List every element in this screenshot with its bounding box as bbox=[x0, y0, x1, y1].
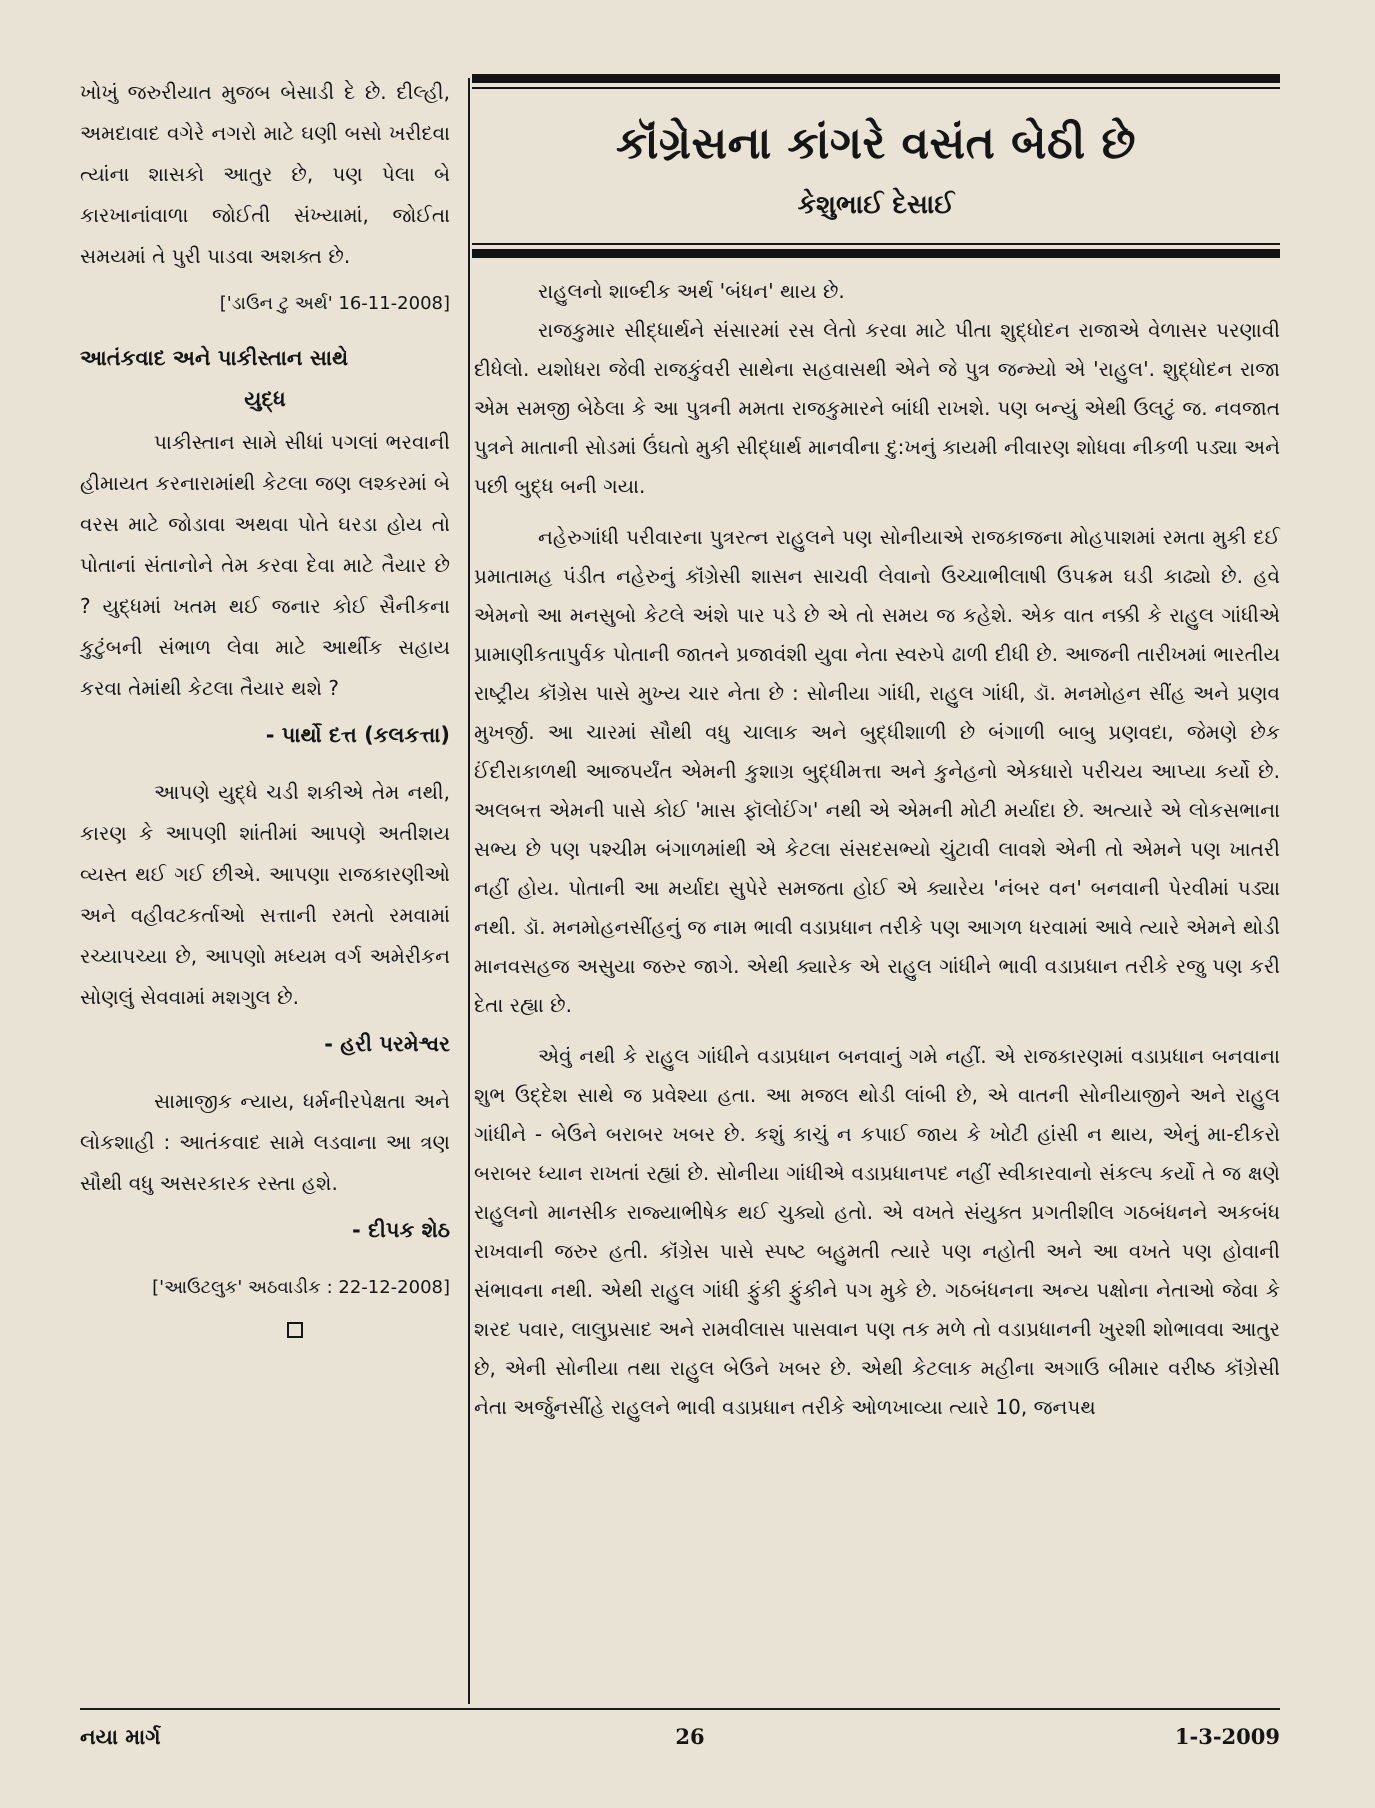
section-heading: આતંકવાદ અને પાકીસ્તાન સાથે bbox=[80, 346, 349, 370]
footer-page-number: 26 bbox=[675, 1724, 705, 1749]
article-paragraph: નહેરુગાંધી પરીવારના પુત્રરત્ન રાહુલને પણ સોનીયાએ રાજકાજના મોહપાશમાં રમતા મુકી દઈ પ્રમાતામહ પંડીત નહેરુનું કૉંગ્રેસી શાસન સાચવી લેવાનો ઉચ્ચાભીલાષી ઉપક્રમ ઘડી કાઢ્યો છે. હવે એમનો આ મનસુબો કેટલે અંશે પાર પડે છે એ તો સમય જ કહેશે. એક વાત નક્કી કે રાહુલ ગાંધીએ પ્રામાણીકતાપુર્વક પોતાની જાતને પ્રજાવંશી યુવા નેતા સ્વરુપે ઢાળી દીધી છે. આજની તારીખમાં ભારતીય રાષ્ટ્રીય કૉંગ્રેસ પાસે મુખ્ય ચાર નેતા છે : સોનીયા ગાંધી, રાહુલ ગાંધી, ડૉ. મનમોહન સીંહ અને પ્રણવ મુખર્જી. આ ચારમાં સૌથી વધુ ચાલાક અને બુદ્ધીશાળી છે બંગાળી બાબુ પ્રણવદા, જેમણે છેક ઈંદીરાકાળથી આજપર્યંત એમની કુશાગ્ર બુદ્ધીમત્તા અને કુનેહનો એકધારો પરીચય આપ્યા કર્યો છે. અલબત્ત એમની પાસે કોઈ 'માસ ફૉલોઈંગ' નથી એ એમની મોટી મર્યાદા છે. અત્યારે એ લોકસભાના સભ્ય છે પણ પશ્ચીમ બંગાળમાંથી એ કેટલા સંસદસભ્યો ચુંટાવી લાવશે એની તો એમને પણ ખાતરી નહીં હોય. પોતાની આ મર્યાદા સુપેરે સમજતા હોઈ એ ક્યારેય 'નંબર વન' બનવાની પેરવીમાં પડ્યા નથી. ડૉ. મનમોહનસીંહનું જ નામ ભાવી વડાપ્રધાન તરીકે પણ આગળ ધરવામાં આવે ત્યારે એમને થોડી માનવસહજ અસુયા જરુર જાગે. એથી ક્યારેક એ રાહુલ ગાંધીને ભાવી વડાપ્રધાન તરીકે રજુ પણ કરી દેતા રહ્યા છે. bbox=[474, 525, 1280, 1017]
left-intro-text: ખોખું જરુરીયાત મુજબ બેસાડી દે છે. દીલ્હી, અમદાવાદ વગેરે નગરો માટે ઘણી બસો ખરીદવા ત્યાંના શાસકો આતુર છે, પણ પેલા બે કારખાનાંવાળા જોઈતી સંખ્યામાં, જોઈતા સમયમાં તે પુરી પાડવા અશક્ત છે. bbox=[80, 80, 450, 268]
section-heading-line-2: યુદ્ધ bbox=[244, 387, 286, 411]
end-mark-square bbox=[287, 1322, 303, 1338]
article-column bbox=[472, 74, 1280, 1427]
article-byline: કેશુભાઈ દેસાઈ bbox=[797, 190, 955, 220]
source-citation-1: ['ડાઉન ટુ અર્થ' 16-11-2008] bbox=[219, 293, 450, 314]
left-column bbox=[80, 72, 450, 1338]
title-rule-bottom-thin bbox=[472, 243, 1280, 245]
title-rule-top bbox=[472, 74, 1280, 83]
quote-paragraph-1: પાકીસ્તાન સામે સીધાં પગલાં ભરવાની હીમાયત કરનારામાંથી કેટલા જણ લશ્કરમાં બે વરસ માટે જોડાવા અથવા પોતે ઘરડા હોય તો પોતાનાં સંતાનોને તેમ કરવા દેવા માટે તૈયાર છે ? યુદ્ધમાં ખતમ થઈ જનાર કોઈ સૈનીકના કુટુંબની સંભાળ લેવા માટે આર્થીક સહાય કરવા તેમાંથી કેટલા તૈયાર થશે ? bbox=[80, 430, 450, 700]
article-title: કૉંગ્રેસના કાંગરે વસંત બેઠી છે bbox=[616, 118, 1136, 169]
quote-author-2: - હરી પરમેશ્વર bbox=[324, 1032, 450, 1056]
title-rule-bottom bbox=[472, 249, 1280, 258]
title-rule-top-thin bbox=[472, 87, 1280, 89]
quote-author-3: - દીપક શેઠ bbox=[352, 1218, 450, 1242]
article-paragraph: રાજકુમાર સીદ્ધાર્થને સંસારમાં રસ લેતો કરવા માટે પીતા શુદ્ધોદન રાજાએ વેળાસર પરણાવી દીધેલો. યશોધરા જેવી રાજકુંવરી સાથેના સહવાસથી એને જે પુત્ર જન્મ્યો એ 'રાહુલ'. શુદ્ધોદન રાજા એમ સમજી બેઠેલા કે આ પુત્રની મમતા રાજકુમારને બાંધી રાખશે. પણ બન્યું એથી ઉલટું જ. નવજાત પુત્રને માતાની સોડમાં ઉંઘતો મુકી સીદ્ધાર્થ માનવીના દુ:ખનું કાયમી નીવારણ શોધવા નીકળી પડ્યા અને પછી બુદ્ધ બની ગયા. bbox=[474, 318, 1280, 498]
footer-publication: નયા માર્ગ bbox=[80, 1724, 161, 1749]
quote-paragraph-3: સામાજીક ન્યાય, ધર્મનીરપેક્ષતા અને લોકશાહી : આતંકવાદ સામે લડવાના આ ત્રણ સૌથી વધુ અસરકારક રસ્તા હશે. bbox=[80, 1089, 450, 1195]
article-paragraph: રાહુલનો શાબ્દીક અર્થ 'બંધન' થાય છે. bbox=[538, 279, 845, 303]
footer-date: 1-3-2009 bbox=[1174, 1724, 1280, 1749]
article-body bbox=[472, 272, 1280, 1427]
quote-author-1: - પાર્થો દત્ત (કલકત્તા) bbox=[265, 723, 450, 747]
quote-paragraph-2: આપણે યુદ્ધે ચડી શકીએ તેમ નથી, કારણ કે આપણી શાંતીમાં આપણે અતીશય વ્યસ્ત થઈ ગઈ છીએ. આપણા રાજકારણીઓ અને વહીવટકર્તાઓ સત્તાની રમતો રમવામાં રચ્યાપચ્યા છે, આપણો મધ્યમ વર્ગ અમેરીકન સોણલું સેવવામાં મશગુલ છે. bbox=[80, 780, 450, 1009]
source-citation-2: ['આઉટલુક' અઠવાડીક : 22-12-2008] bbox=[152, 1277, 450, 1298]
footer-rule bbox=[80, 1708, 1280, 1710]
column-divider bbox=[468, 78, 470, 1704]
article-paragraph: એવું નથી કે રાહુલ ગાંધીને વડાપ્રધાન બનવાનું ગમે નહીં. એ રાજકારણમાં વડાપ્રધાન બનવાના શુભ ઉદ્દેશ સાથે જ પ્રવેશ્યા હતા. આ મજલ થોડી લાંબી છે, એ વાતની સોનીયાજીને અને રાહુલ ગાંધીને - બેઉને બરાબર ખબર છે. કશું કાચું ન કપાઈ જાય કે ખોટી હાંસી ન થાય, એનું મા-દીકરો બરાબર ધ્યાન રાખતાં રહ્યાં છે. સોનીયા ગાંધીએ વડાપ્રધાનપદ નહીં સ્વીકારવાનો સંકલ્પ કર્યો તે જ ક્ષણે રાહુલનો માનસીક રાજ્યાભીષેક થઈ ચુક્યો હતો. એ વખતે સંયુક્ત પ્રગતીશીલ ગઠબંધનને અકબંધ રાખવાની જરુર હતી. કૉંગ્રેસ પાસે સ્પષ્ટ બહુમતી ત્યારે પણ નહોતી અને આ વખતે પણ હોવાની સંભાવના નથી. એથી રાહુલ ગાંધી ફુંકી ફુંકીને પગ મુકે છે. ગઠબંધનના અન્ય પક્ષોના નેતાઓ જેવા કે શરદ પવાર, લાલુપ્રસાદ અને રામવીલાસ પાસવાન પણ તક મળે તો વડાપ્રધાનની ખુરશી શોભાવવા આતુર છે, એની સોનીયા તથા રાહુલ બેઉને ખબર છે. એથી કેટલાક મહીના અગાઉ બીમાર વરીષ્ઠ કૉંગ્રેસી નેતા અર્જુનસીંહે રાહુલને ભાવી વડાપ્રધાન તરીકે ઓળખાવ્યા ત્યારે 10, જનપથ bbox=[474, 1044, 1280, 1419]
